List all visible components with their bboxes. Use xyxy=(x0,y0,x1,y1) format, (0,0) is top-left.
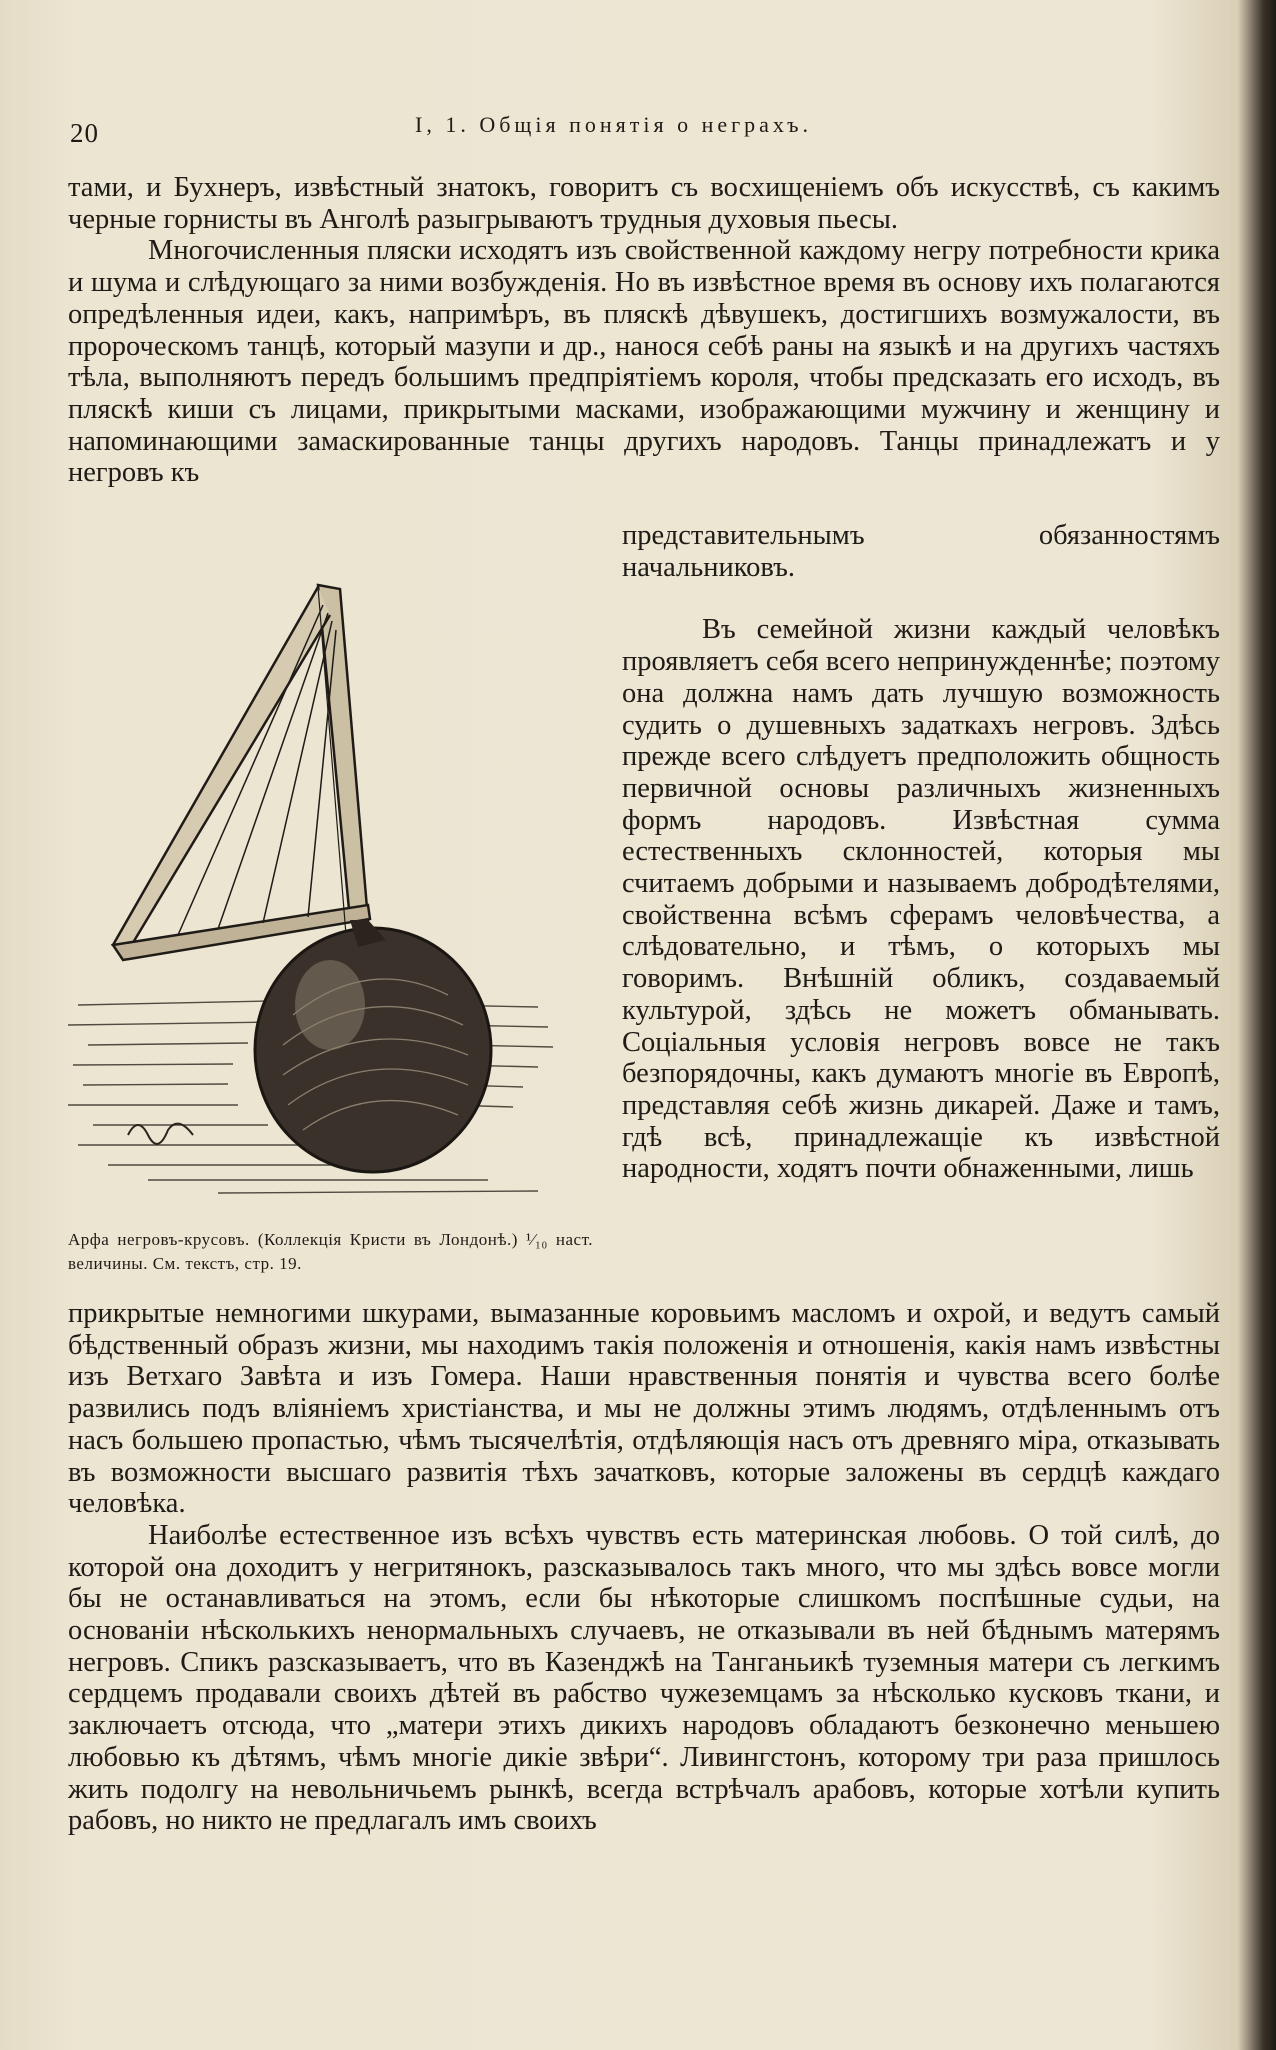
paragraph-3: прикрытые немногими шкурами, вымазанные коровьимъ масломъ и охрой, и ведутъ самый бѣдственный образъ жизни, мы находимъ такія положенія и отношенія, какія намъ извѣстны изъ Ветхаго Завѣта и изъ Гомера. Наши нравственныя понятія и чувства всего болѣе развились подъ вліяніемъ христіанства, и мы не должны этимъ людямъ, отдѣленнымъ отъ насъ большею пропастью, чѣмъ тысячелѣтія, отдѣляющія насъ отъ древняго міра, отказывать въ возможности высшаго развитія тѣхъ зачатковъ, которые заложены въ сердцѣ каждаго человѣка. xyxy=(68,1298,1220,1520)
page-header xyxy=(70,108,1220,148)
running-head: I, 1. Общія понятія о неграхъ. xyxy=(415,112,812,137)
paragraph-1: тами, и Бухнеръ, извѣстный знатокъ, говоритъ съ восхищеніемъ объ искусствѣ, съ какимъ черные горнисты въ Анголѣ разыгрываютъ трудныя духовыя пьесы. xyxy=(68,172,1220,235)
bottom-text-block xyxy=(68,1298,1220,1837)
top-text-block xyxy=(68,172,1220,489)
figure-caption: Арфа негровъ-крусовъ. (Коллекція Кристи въ Лондонѣ.) ¹⁄₁₀ наст. величины. См. текстъ, стр. 19. xyxy=(68,1230,593,1273)
page-number: 20 xyxy=(70,118,99,148)
side-text-column xyxy=(622,520,1220,1185)
paragraph-4: Наиболѣе естественное изъ всѣхъ чувствъ есть материнская любовь. О той силѣ, до которой она доходитъ у негритянокъ, разсказывалось такъ много, что мы здѣсь вовсе могли бы не останавливаться на этомъ, если бы нѣкоторые слишкомъ поспѣшные судьи, на основаніи нѣсколькихъ ненормальныхъ случаевъ, не отказывали въ ней бѣднымъ матерямъ негровъ. Спикъ разсказываетъ, что въ Казенджѣ на Танганьикѣ туземныя матери съ легкимъ сердцемъ продавали своихъ дѣтей въ рабство чужеземцамъ за нѣсколько кусковъ ткани, и заключаетъ отсюда, что „матери этихъ дикихъ народовъ обладаютъ безконечно меньшею любовью къ дѣтямъ, чѣмъ многіе дикіе звѣри“. Ливингстонъ, которому три раза пришлось жить подолгу на невольничьемъ рынкѣ, всегда встрѣчалъ арабовъ, которые хотѣли купить рабовъ, но никто не предлагалъ имъ своихъ xyxy=(68,1519,1220,1837)
side-paragraph-2: Въ семейной жизни каждый человѣкъ проявляетъ себя всего непринужденнѣе; поэтому она должна намъ дать лучшую возможность судить о душевныхъ задаткахъ негровъ. Здѣсь прежде всего слѣдуетъ предположить общность первичной основы различныхъ жизненныхъ формъ народовъ. Извѣстная сумма естественныхъ склонностей, которыя мы считаемъ добрыми и называемъ добродѣтелями, свойственна всѣмъ сферамъ человѣчества, а слѣдовательно, и тѣмъ, о которыхъ мы говоримъ. Внѣшній обликъ, создаваемый культурой, здѣсь не можетъ обманывать. Соціальныя условія негровъ вовсе не такъ безпорядочны, какъ думаютъ многіе въ Европѣ, представляя себѣ жизнь дикарей. Даже и тамъ, гдѣ всѣ, принадлежащіе къ извѣстной народности, ходятъ почти обнаженными, лишь xyxy=(622,614,1220,1185)
harp-engraving xyxy=(68,575,593,1215)
side-paragraph-1: представительнымъ обязанностямъ начальниковъ. xyxy=(622,520,1220,583)
harp-illustration xyxy=(68,575,593,1215)
paragraph-2: Многочисленныя пляски исходятъ изъ свойственной каждому негру потребности крика и шума и слѣдующаго за ними возбужденія. Но въ извѣстное время въ основу ихъ полагаются опредѣленныя идеи, какъ, напримѣръ, въ пляскѣ дѣвушекъ, достигшихъ возмужалости, въ пророческомъ танцѣ, который мазупи и др., нанося себѣ раны на языкѣ и на другихъ частяхъ тѣла, выполняютъ передъ большимъ предпріятіемъ короля, чтобы предсказать его исходъ, въ пляскѣ киши съ лицами, прикрытыми масками, изображающими мужчину и женщину и напоминающими замаскированные танцы другихъ народовъ. Танцы принадлежатъ и у негровъ къ xyxy=(68,235,1220,489)
